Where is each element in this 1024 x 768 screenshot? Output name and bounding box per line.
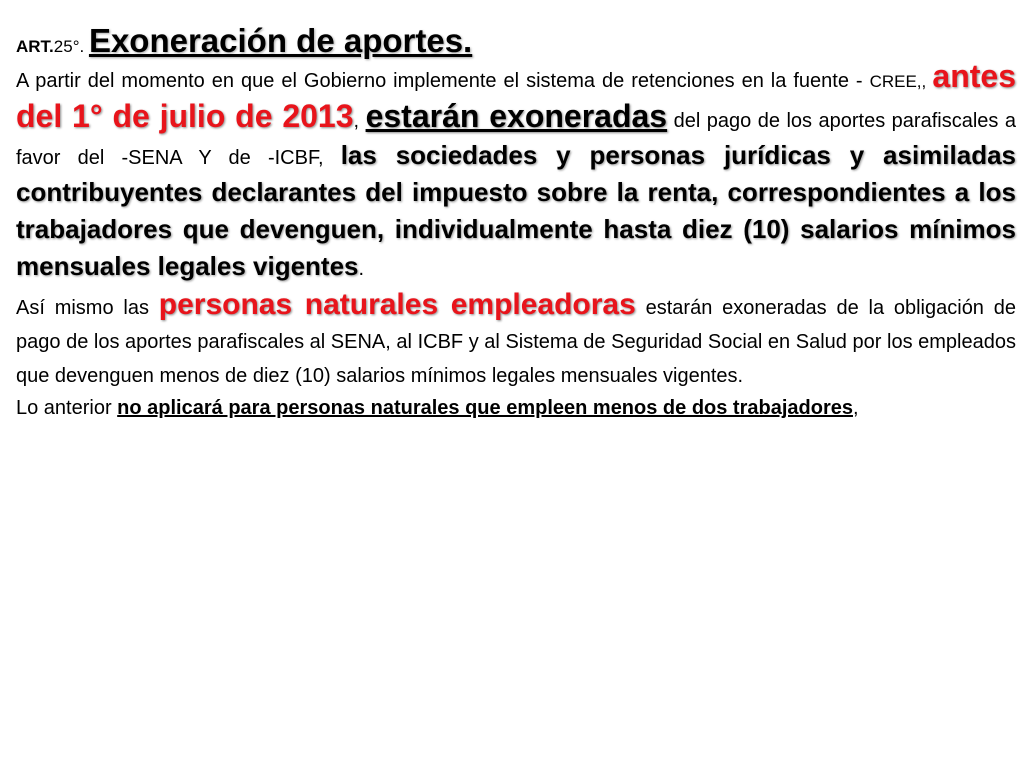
paragraph-exception	[16, 393, 1016, 423]
article-number: 25°.	[53, 37, 89, 56]
p1-text-5: .	[358, 258, 365, 280]
p1-highlight-exonerated: estarán exoneradas	[365, 98, 668, 134]
article-label: ART.	[16, 37, 54, 56]
p2-text-2: estarán exoneradas de la obligación de pago de los aportes parafiscales al SENA, al ICBF y al Sistema de Seguridad Social en Salud por los empleados que devenguen menos de diez (10) salarios mínimos legales mensuales vigentes.	[16, 297, 1016, 387]
p3-text-1: Lo anterior	[16, 397, 118, 419]
p3-highlight-exception: no aplicará para personas naturales que empleen menos de dos trabajadores	[117, 397, 853, 419]
p1-highlight-date: antes del 1° de julio de 2013	[16, 58, 1016, 134]
p3-text-2: ,	[852, 397, 859, 419]
p1-text-1: A partir del momento en que el Gobierno implemente el sistema de retenciones en la fuente -	[16, 70, 870, 92]
p2-highlight-employers: personas naturales empleadoras	[158, 288, 636, 321]
p1-text-4: del pago de los aportes parafiscales a favor del -SENA Y de -ICBF,	[16, 110, 1016, 169]
article-heading	[16, 24, 1016, 57]
p1-highlight-subjects: las sociedades y personas jurídicas y asimiladas contribuyentes declarantes del impuesto sobre la renta, correspondientes a los trabajadores que devenguen, individualmente hasta diez (10) salarios mínimos mensuales legales vigentes	[16, 140, 1017, 281]
paragraph-exoneration-companies	[16, 59, 1016, 286]
p1-text-3: ,	[353, 110, 366, 132]
paragraph-natural-persons	[16, 288, 1016, 393]
article-title: Exoneración de aportes.	[88, 22, 473, 59]
p1-text-2: CREE,,	[869, 72, 933, 91]
p2-text-1: Así mismo las	[16, 297, 159, 319]
